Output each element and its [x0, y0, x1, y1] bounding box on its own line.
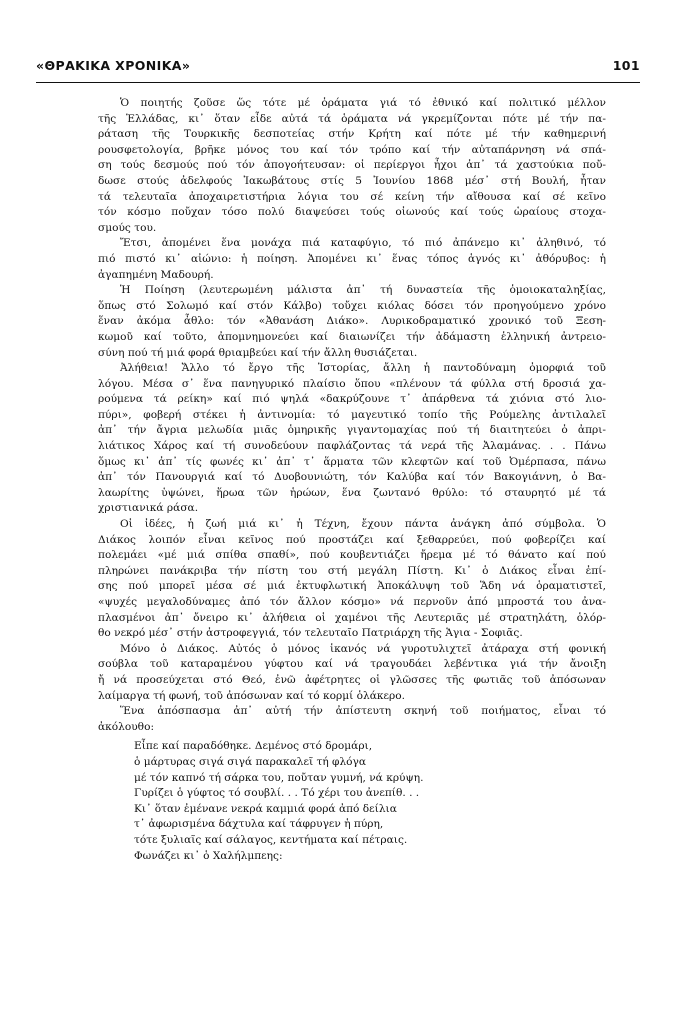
text-line: λαίμαργα τή φωνή, τοῦ ἀπόσωναν καί τό κορμί ὁλάκερο.	[98, 689, 405, 702]
page-number: 101	[612, 58, 640, 73]
text-line: πύρι», φοβερή στέκει ἡ ἀντινομία: τό μαγευτικό τοπίο τῆς Ρούμελης ἀντιλαλεῖ	[98, 408, 606, 421]
text-line: Ὁ ποιητής ζοῦσε ὥς τότε μέ ὁράματα γιά τό ἐθνικό καί πολιτικό μέλλον	[120, 97, 606, 109]
verse-line: τότε ξυλιαῖς καί σάλαγος, κεντήματα καί πέτραις.	[134, 833, 408, 846]
text-line: τόν κόσμο ποὔχαν τόσο πολύ διαψεύσει τούς οἰωνούς καί τούς ὡραίους στοχα-	[98, 206, 606, 219]
verse-line: μέ τόν καπνό τή σάρκα του, ποὔταν γυμνή, νά κρύψη.	[134, 771, 424, 784]
text-line: σης πού μπορεῖ μέσα σέ μιά ἐκτυφλωτική Ἀποκάλυψη τοῦ Ἅδη νά ὁραματιστεῖ,	[98, 580, 606, 593]
verse-line: Κι᾿ ὅταν ἐμένανε νεκρά καμμιά φορά ἀπό δείλια	[134, 802, 397, 815]
text-line: Ἡ Ποίηση (λευτερωμένη μάλιστα ἀπ᾿ τή δυναστεία τῆς ὁμοιοκαταληξίας,	[120, 284, 606, 297]
header-rule	[36, 82, 640, 83]
text-line: Ἕνα ἀπόσπασμα ἀπ᾿ αὐτή τήν ἀπίστευτη σκηνή τοῦ ποιήματος, εἶναι τό	[120, 705, 606, 718]
text-line: σμούς του.	[98, 221, 157, 234]
text-line: κωμοῦ καί τοῦτο, ἀπομνημονεύει καί διαιωνίζει τήν ἀδάμαστη ἑλληνική ἀντρειο-	[98, 330, 606, 343]
text-line: λόγου. Μέσα σ᾿ ἕνα πανηγυρικό πλαίσιο ὅπου «πλένουν τά φύλλα στή δροσιά χα-	[98, 377, 606, 390]
text-line: Μόνο ὁ Διάκος. Αὐτός ὁ μόνος ἱκανός νά γυροτυλιχτεῖ ἀτάραχα στή φονική	[120, 642, 606, 655]
verse-line: Εἶπε καί παραδόθηκε. Δεμένος στό δρομάρι,	[134, 740, 373, 753]
text-line: ὅμως κι᾿ ἀπ᾿ τίς φωνές κι᾿ ἀπ᾿ τ᾿ ἅρματα τῶν κλεφτῶν καί τοῦ Ὀμέρπασα, πάνω	[98, 455, 606, 468]
text-line: Διάκος λοιπόν εἶναι κεῖνος πού προστάζει καί ξεθαρρεύει, πού φοβερίζει καί	[98, 533, 606, 546]
paragraph	[98, 96, 606, 236]
text-line: ἀκόλουθο:	[98, 720, 155, 733]
text-line: ἀγαπημένη Μαδουρή.	[98, 268, 214, 281]
text-line: λιάτικος Χάρος καί τή συνοδεύουν παφλάζοντας τά νερά τῆς Ἀλαμάνας. . . Πάνω	[98, 440, 606, 453]
paragraph	[98, 361, 606, 517]
paragraph	[98, 704, 606, 735]
text-line: σύνη πού τή μιά φορά θριαμβεύει καί τήν ἄλλη θυσιάζεται.	[98, 346, 418, 359]
text-line: πλασμένοι ἀπ᾿ ὄνειρο κι᾿ ἀλήθεια οἱ χαμένοι τῆς Λευτεριᾶς μέ στρατηλάτη, ὁλόρ-	[98, 611, 606, 624]
text-line: τῆς Ἑλλάδας, κι᾿ ὅταν εἶδε αὐτά τά ὁράματα νά γκρεμίζονται πότε μέ τήν πα-	[98, 112, 606, 125]
text-line: ρουσφετολογία, βρῆκε μόνος του καί τόν τρόπο καί τήν αὐταπάρνηση νά σπά-	[98, 143, 606, 156]
text-line: θο νεκρό μέσ᾿ στήν ἀστροφεγγιά, τόν τελευταῖο Πατριάρχη τῆς Ἁγια - Σοφιᾶς.	[98, 627, 523, 640]
text-line: ἀπ᾿ τόν Πανουργιά καί τό Δυοβουνιώτη, τόν Καλύβα καί τόν Βακογιάννη, ὁ Βα-	[98, 471, 606, 484]
verse-excerpt	[98, 739, 606, 864]
text-line: σούβλα τοῦ καταραμένου γύφτου καί νά τραγουδάει λεβέντικα γιά τήν ἄνοιξη	[98, 658, 606, 671]
text-line: ἀπ᾿ τήν ἄγρια μελωδία μιᾶς ὁμηρικῆς γιγαντομαχίας πού τή διαιτητεύει ὁ ἀπρι-	[98, 424, 606, 437]
paragraph	[98, 642, 606, 704]
text-line: Ἔτσι, ἀπομένει ἕνα μονάχα πιά καταφύγιο, τό πιό ἀπάνεμο κι᾿ ἀληθινό, τό	[120, 237, 606, 250]
text-line: πιό πιστό κι᾿ αἰώνιο: ἡ ποίηση. Ἀπομένει κι᾿ ἕνας τόπος ἁγνός κι᾿ ἀθόρυβος: ἡ	[98, 252, 606, 265]
text-line: πολεμάει «μέ μιά σπίθα σπαθί», πού κουβεντιάζει ἤρεμα μέ τό θάνατο καί πού	[98, 549, 606, 562]
text-line: ὅπως στό Σολωμό καί στόν Κάλβο) τοὔχει κιόλας δόσει τόν προηγούμενο χρόνο	[98, 299, 606, 312]
article-body	[98, 96, 606, 864]
verse-line: Φωνάζει κι᾿ ὁ Χαλήλμπεης:	[134, 849, 283, 862]
paragraph	[98, 283, 606, 361]
text-line: δωσε στούς ἀδελφούς Ἰακωβάτους στίς 5 Ἰουνίου 1868 μέσ᾿ στή Βουλή, ἦταν	[98, 174, 606, 187]
paragraph	[98, 517, 606, 642]
paragraph	[98, 236, 606, 283]
running-header	[36, 58, 640, 80]
journal-title: «ΘΡΑΚΙΚΑ ΧΡΟΝΙΚΑ»	[36, 58, 191, 73]
text-line: Ἀλήθεια! Ἄλλο τό ἔργο τῆς Ἱστορίας, ἄλλη ἡ παντοδύναμη ὀμορφιά τοῦ	[120, 362, 606, 375]
verse-line: τ᾿ ἀφωρισμένα δάχτυλα καί τάφρυγεν ἡ πύρη,	[134, 818, 384, 831]
text-line: λαωρίτης ὑψώνει, ἥρωα τῶν ἡρώων, ἕνα ζωντανό θρύλο: τό σταυρητό μέ τά	[98, 486, 606, 499]
verse-line: ὁ μάρτυρας σιγά σιγά παρακαλεῖ τή φλόγα	[134, 755, 367, 768]
text-line: χριστιανικά ράσα.	[98, 502, 199, 515]
text-line: Οἱ ἰδέες, ἡ ζωή μιά κι᾿ ἡ Τέχνη, ἔχουν πάντα ἀνάγκη ἀπό σύμβολα. Ὁ	[120, 518, 606, 531]
text-line: πληρώνει πανάκριβα τήν πίστη του στή μεγάλη Πίστη. Κι᾿ ὁ Διάκος εἶναι ἐπί-	[98, 564, 606, 577]
text-line: ρούμενα τά ρείκη» καί πιό ψηλά «δακρύζουνε τ᾿ ἀπάρθενα τά χιόνια στό λιο-	[98, 393, 606, 406]
text-line: ράταση τῆς Τουρκικῆς δεσποτείας στήν Κρήτη καί πότε μέ τήν καθημερινή	[98, 128, 606, 141]
verse-line: Γυρίζει ὁ γύφτος τό σουβλί. . . Τό χέρι του ἀνεπίθ. . .	[134, 787, 420, 800]
text-line: ση τούς δεσμούς πού τόν ἀπογοήτευσαν: οἱ περίεργοι ἦχοι ἀπ᾿ τά χαστούκια ποὔ-	[98, 159, 606, 172]
text-line: ἕναν ἀκόμα ἆθλο: τόν «Ἀθανάση Διάκο». Λυρικοδραματικό χρονικό τοῦ Ξεση-	[98, 315, 606, 328]
text-line: ἤ νά προσεύχεται στό Θεό, ἐνῶ ἀφέτρητες οἱ γλῶσσες τῆς φωτιᾶς τοῦ ἀπόσωναν	[98, 673, 606, 686]
text-line: τά τελευταῖα ἀποχαιρετιστήρια λόγια του σέ κείνη τήν αἴθουσα καί σέ κεῖνο	[98, 190, 606, 203]
text-line: «ψυχές μεγαλοδύναμες ἀπό τόν ἄλλον κόσμο» νά περνοῦν ἀπό μπροστά του ἀνα-	[98, 596, 606, 608]
